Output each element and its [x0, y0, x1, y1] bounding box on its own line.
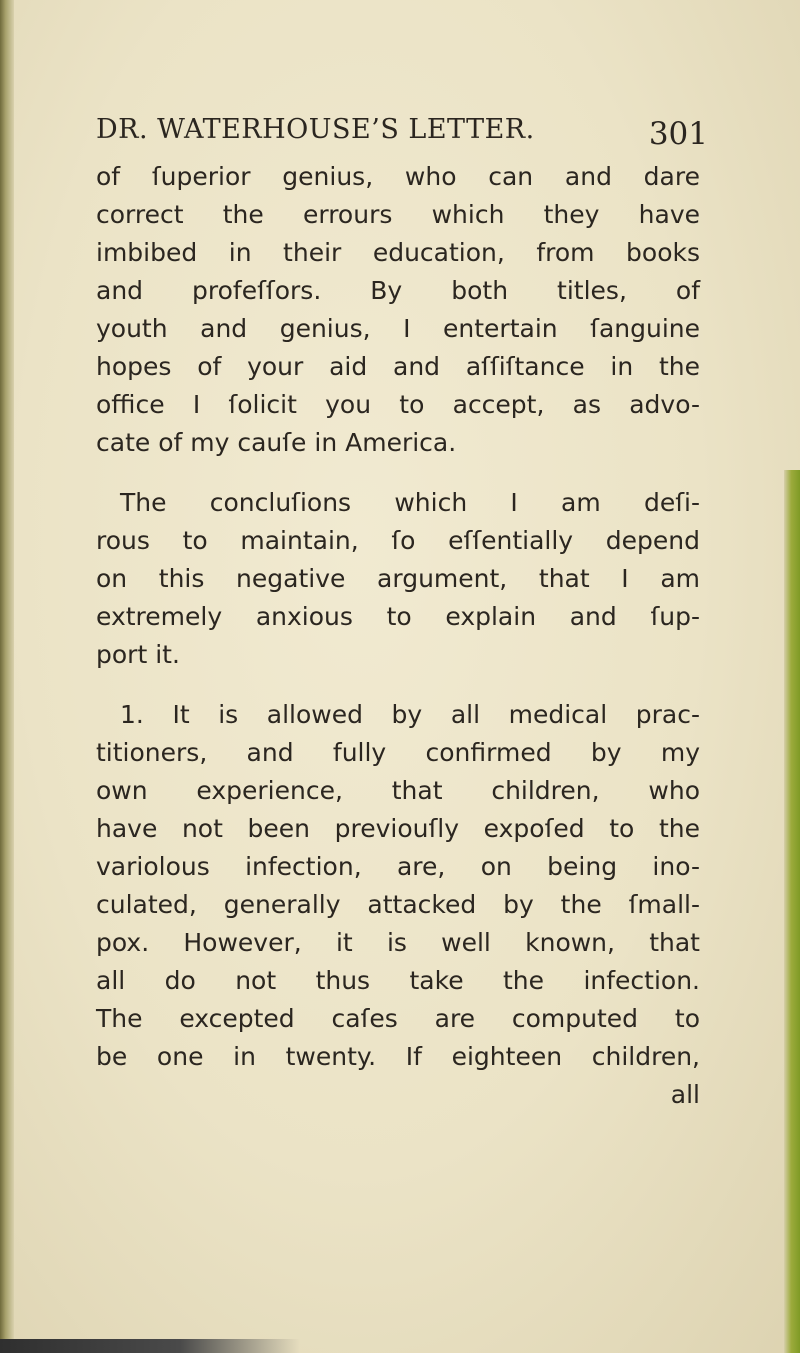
page-edge-right [784, 470, 800, 1353]
running-head [96, 114, 708, 154]
text-line: have not been previouſly expoſed to the [96, 814, 700, 843]
text-line: all do not thus take the infection. [96, 966, 700, 995]
text-line: correct the errours which they have [96, 200, 700, 229]
paragraph-gap [96, 462, 700, 484]
text-line: of ſuperior genius, who can and dare [96, 162, 700, 191]
paragraph-gap [96, 674, 700, 696]
text-line: culated, generally attacked by the ſmall- [96, 890, 700, 919]
text-line: hopes of your aid and aſſiſtance in the [96, 352, 700, 381]
binding-gutter [0, 0, 14, 1353]
text-line: imbibed in their education, from books [96, 238, 700, 267]
text-line: on this negative argument, that I am [96, 564, 700, 593]
text-line: office I ſolicit you to accept, as advo- [96, 390, 700, 419]
text-line: youth and genius, I entertain ſanguine [96, 314, 700, 343]
text-line: pox. However, it is well known, that [96, 928, 700, 957]
text-line: extremely anxious to explain and ſup- [96, 602, 700, 631]
text-line: cate of my cauſe in America. [96, 428, 457, 457]
text-line: port it. [96, 640, 180, 669]
text-line: titioners, and fully confirmed by my [96, 738, 700, 767]
catchword: all [670, 1080, 700, 1109]
body-text [96, 158, 700, 1114]
text-line: The excepted caſes are computed to [96, 1004, 700, 1033]
text-line: 1. It is allowed by all medical prac- [120, 700, 700, 729]
text-line: variolous infection, are, on being ino- [96, 852, 700, 881]
running-head-title: DR. WATERHOUSE’S LETTER. [96, 114, 535, 145]
text-line: rous to maintain, ſo eſſentially depend [96, 526, 700, 555]
page-edge-bottom [0, 1339, 300, 1353]
text-line: own experience, that children, who [96, 776, 700, 805]
text-line: The concluſions which I am deſi- [120, 488, 700, 517]
text-line: and profeſſors. By both titles, of [96, 276, 700, 305]
page-number: 301 [648, 116, 708, 152]
text-line: be one in twenty. If eighteen children, [96, 1042, 700, 1071]
